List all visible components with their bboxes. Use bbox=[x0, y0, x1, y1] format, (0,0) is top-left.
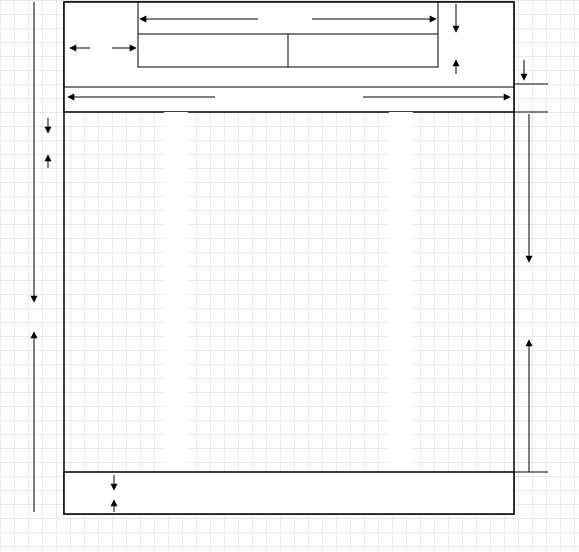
aisle-left bbox=[164, 112, 188, 472]
back-area bbox=[64, 472, 514, 514]
aisle-right bbox=[389, 112, 413, 472]
